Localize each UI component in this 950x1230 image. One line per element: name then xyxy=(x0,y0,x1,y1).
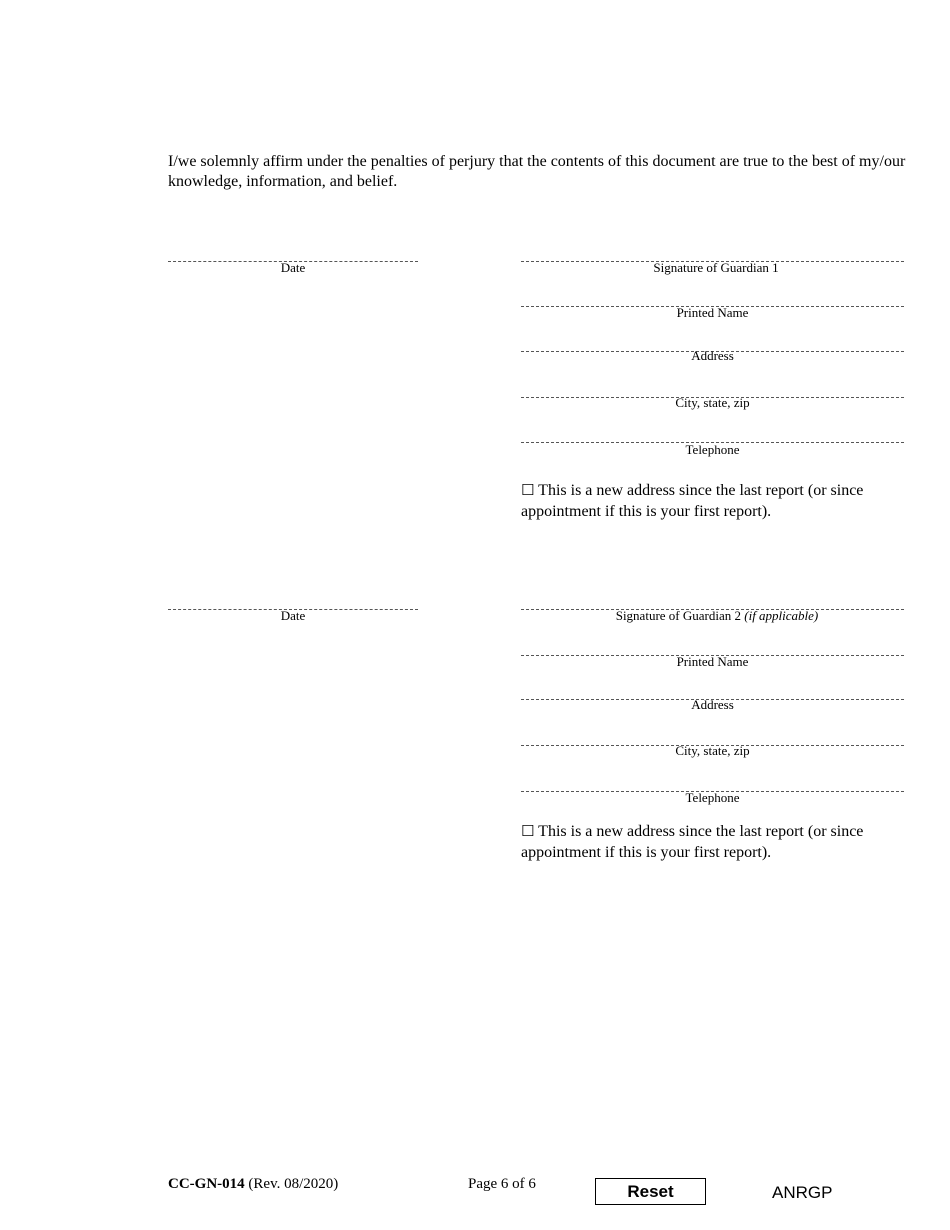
form-revision: (Rev. 08/2020) xyxy=(248,1176,339,1192)
form-code: ANRGP xyxy=(772,1183,833,1202)
signature-label-guardian-2 xyxy=(521,609,913,623)
new-address-checkbox-guardian-2[interactable]: ☐ xyxy=(521,822,535,840)
form-identifier xyxy=(168,1176,338,1193)
city-label-guardian-1: City, state, zip xyxy=(675,395,750,410)
signature-label-text-guardian-2: Signature of Guardian 2 xyxy=(615,608,741,623)
new-address-row-guardian-1 xyxy=(521,480,911,522)
date-label-guardian-2: Date xyxy=(280,608,306,623)
affirmation-text: I/we solemnly affirm under the penalties of perjury that the contents of this document are true to the best of my/our knowledge, information, and belief. xyxy=(168,153,906,190)
city-label-guardian-2: City, state, zip xyxy=(675,743,750,758)
reset-button[interactable]: Reset xyxy=(595,1178,706,1205)
telephone-label-guardian-1: Telephone xyxy=(685,442,740,457)
printed-name-label-guardian-2: Printed Name xyxy=(676,654,749,669)
new-address-text-guardian-2: This is a new address since the last report (or since appointment if this is your first report). xyxy=(521,823,864,861)
signature-label-guardian-1: Signature of Guardian 1 xyxy=(653,260,779,275)
printed-name-label-guardian-1: Printed Name xyxy=(676,305,749,320)
address-label-guardian-1: Address xyxy=(691,348,734,363)
new-address-checkbox-guardian-1[interactable]: ☐ xyxy=(521,481,535,499)
new-address-text-guardian-1: This is a new address since the last report (or since appointment if this is your first report). xyxy=(521,482,864,520)
date-label-guardian-1: Date xyxy=(280,260,306,275)
signature-qualifier-guardian-2: (if applicable) xyxy=(744,608,819,623)
form-number: CC-GN-014 xyxy=(168,1176,245,1192)
telephone-label-guardian-2: Telephone xyxy=(685,790,740,805)
address-label-guardian-2: Address xyxy=(691,697,734,712)
new-address-row-guardian-2 xyxy=(521,821,911,863)
page-number: Page 6 of 6 xyxy=(468,1176,536,1192)
